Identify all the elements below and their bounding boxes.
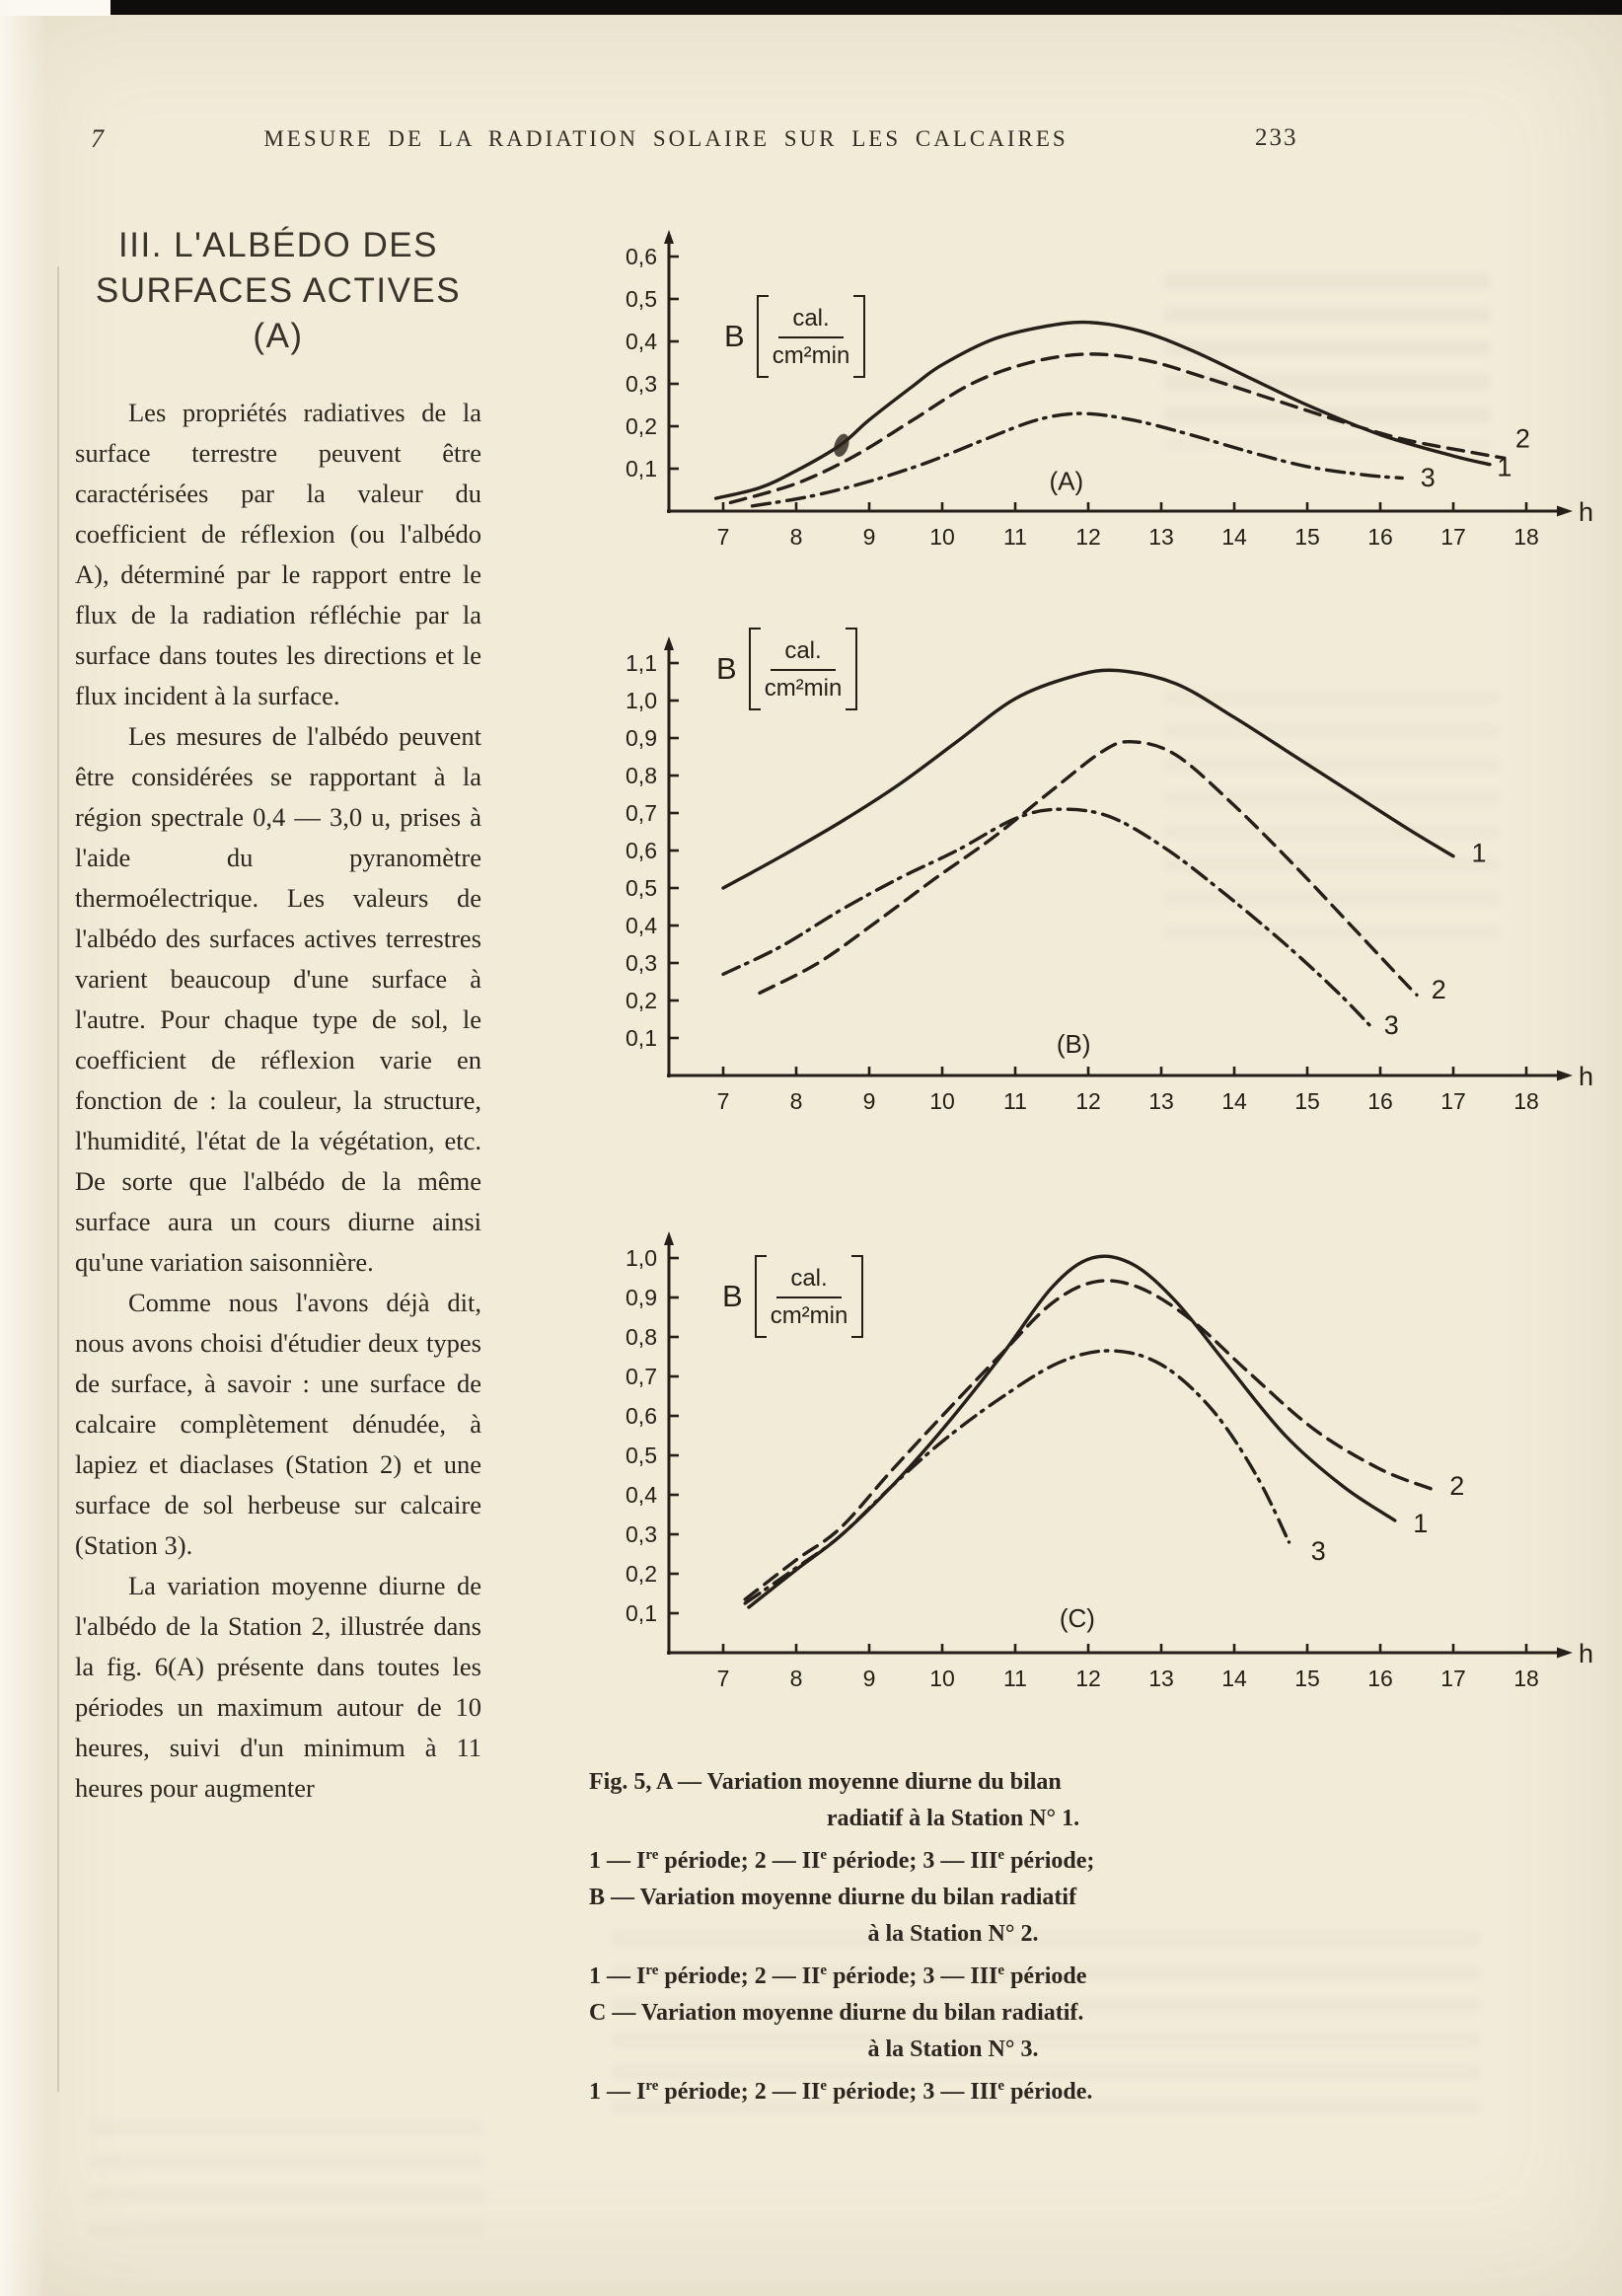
chart-C-curve-label-1: 1 <box>1413 1509 1429 1538</box>
paragraph: Les propriétés radiatives de la surface terrestre peuvent être caractérisées par la valeur du coefficient de réflexion (ou l'albédo A), déterminé par le rapport entre le flux de la radiation réfléchie par la surface dans toutes les directions et le flux incident à la surface. <box>75 398 481 710</box>
y-tick-label: 0,3 <box>626 1521 657 1547</box>
x-axis-label: h <box>1579 497 1594 527</box>
x-tick-label: 18 <box>1513 1666 1539 1691</box>
unit-numerator: cal. <box>776 1262 841 1298</box>
x-tick-label: 18 <box>1513 524 1539 550</box>
y-tick-label: 0,1 <box>626 1600 657 1626</box>
y-tick-label: 0,4 <box>626 1482 657 1508</box>
x-tick-label: 16 <box>1367 1666 1393 1691</box>
x-tick-label: 14 <box>1221 524 1247 550</box>
figure-caption <box>589 1764 1317 2111</box>
bilan-symbol: B <box>716 651 737 686</box>
y-tick-label: 0,6 <box>626 1403 657 1429</box>
x-tick-label: 16 <box>1367 1088 1393 1114</box>
x-tick-label: 17 <box>1440 1088 1466 1114</box>
caption-line: radiatif à la Station N° 1. <box>826 1806 1080 1831</box>
y-tick-label: 0,1 <box>626 1025 657 1051</box>
x-tick-label: 9 <box>862 1088 876 1114</box>
y-tick-label: 0,8 <box>626 763 657 788</box>
caption-line: 1 — Ire période; 2 — IIe période; 3 — IIIe période. <box>589 2078 1093 2105</box>
caption-line: B — Variation moyenne diurne du bilan radiatif <box>589 1885 1077 1910</box>
y-tick-label: 0,7 <box>626 800 657 826</box>
page-number: 233 <box>1255 124 1298 151</box>
caption-line: à la Station N° 3. <box>867 2037 1039 2062</box>
paragraph: La variation moyenne diurne de l'albédo de la Station 2, illustrée dans la fig. 6(A) présente dans toutes les périodes un maximum autour de 10 heures, suivi d'un minimum à 11 heures pour augmenter <box>75 1571 481 1803</box>
figure-panel-C <box>580 1176 1616 1746</box>
bleedthrough-ghost <box>89 2121 483 2240</box>
x-tick-label: 9 <box>862 1666 876 1691</box>
x-tick-label: 11 <box>1003 524 1027 550</box>
x-tick-label: 13 <box>1148 1666 1174 1691</box>
caption-line: 1 — Ire période; 2 — IIe période; 3 — IIIe période; <box>589 1847 1095 1874</box>
bilan-symbol: B <box>724 319 745 353</box>
chart-C-curve-label-2: 2 <box>1449 1471 1465 1501</box>
section-title <box>75 223 481 359</box>
y-tick-label: 0,5 <box>626 1443 657 1468</box>
x-axis-label: h <box>1579 1062 1594 1091</box>
x-tick-label: 13 <box>1148 524 1174 550</box>
x-tick-label: 11 <box>1003 1666 1027 1691</box>
x-tick-label: 15 <box>1294 1666 1320 1691</box>
x-tick-label: 8 <box>789 1666 803 1691</box>
left-bracket-glyph <box>755 1255 767 1338</box>
unit-numerator: cal. <box>771 634 835 671</box>
y-tick-label: 0,6 <box>626 244 657 269</box>
y-axis-unit-label <box>716 628 857 710</box>
chart-A-curve-label-1: 1 <box>1497 452 1512 482</box>
unit-fraction <box>765 634 843 704</box>
caption-line: 1 — Ire période; 2 — IIe période; 3 — IIIe période <box>589 1963 1087 1989</box>
text-column <box>75 223 481 1809</box>
x-axis-arrow <box>1557 1648 1573 1659</box>
x-tick-label: 14 <box>1221 1666 1247 1691</box>
chart-A-curve-label-2: 2 <box>1514 423 1530 454</box>
y-tick-label: 0,5 <box>626 286 657 312</box>
unit-denominator: cm²min <box>764 675 843 702</box>
paragraph: Comme nous l'avons déjà dit, nous avons choisi d'étudier deux types de surface, à savoir : une surface de calcaire complètement dénudée, à lapiez et diaclases (Station 2) et une surface de sol herbeuse sur calcaire (Station 3). <box>75 1288 481 1560</box>
unit-fraction <box>771 1262 848 1331</box>
chart-C-curve-periode-3 <box>745 1351 1289 1603</box>
y-tick-label: 1,0 <box>626 1245 657 1271</box>
margin-rule-line <box>57 266 59 2092</box>
figure-panel-B <box>580 592 1616 1169</box>
y-tick-label: 0,6 <box>626 838 657 863</box>
y-axis-arrow <box>664 636 674 650</box>
panel-label-A: (A) <box>1049 466 1084 496</box>
x-tick-label: 12 <box>1075 1088 1101 1114</box>
chart-B-curve-label-1: 1 <box>1471 838 1487 868</box>
paragraph: Les mesures de l'albédo peuvent être considérées se rapportant à la région spectrale 0,4 — 3,0 u, prises à l'aide du pyranomètre thermoélectrique. Les valeurs de l'albédo des surfaces actives terrestres varient beaucoup d'une surface à l'autre. Pour chaque type de sol, le coefficient de réflexion varie en fonction de : la couleur, la structure, l'humidité, l'état de la végétation, etc. De sorte que l'albédo de la même surface aura un cours diurne ainsi qu'une variation saisonnière. <box>75 721 481 1277</box>
x-tick-label: 12 <box>1075 524 1101 550</box>
chart-A-svg <box>580 210 1616 600</box>
x-tick-label: 7 <box>716 524 730 550</box>
x-tick-label: 11 <box>1003 1088 1027 1114</box>
caption-line: à la Station N° 2. <box>867 1921 1039 1947</box>
right-bracket-glyph <box>853 295 865 378</box>
y-tick-label: 0,8 <box>626 1324 657 1350</box>
y-axis-unit-label <box>724 295 865 378</box>
x-tick-label: 15 <box>1294 1088 1320 1114</box>
y-tick-label: 1,0 <box>626 688 657 713</box>
left-bracket-glyph <box>749 628 761 710</box>
chart-C-curve-label-3: 3 <box>1310 1536 1326 1566</box>
y-tick-label: 0,2 <box>626 413 657 439</box>
bilan-symbol: B <box>722 1279 743 1313</box>
ink-blot <box>832 432 852 459</box>
x-tick-label: 18 <box>1513 1088 1539 1114</box>
y-tick-label: 0,5 <box>626 875 657 901</box>
chart-B-curve-label-3: 3 <box>1383 1010 1399 1041</box>
y-tick-label: 0,2 <box>626 1561 657 1587</box>
running-head-title: MESURE DE LA RADIATION SOLAIRE SUR LES CALCAIRES <box>263 126 1069 151</box>
scan-top-bar <box>111 0 1622 15</box>
x-axis-label: h <box>1579 1639 1594 1668</box>
y-tick-label: 0,9 <box>626 725 657 751</box>
x-tick-label: 7 <box>716 1088 730 1114</box>
caption-line: Fig. 5, A — Variation moyenne diurne du bilan <box>589 1769 1062 1795</box>
x-tick-label: 9 <box>862 524 876 550</box>
right-bracket-glyph <box>846 628 857 710</box>
x-tick-label: 8 <box>789 524 803 550</box>
figure-panel-A <box>580 210 1616 600</box>
unit-numerator: cal. <box>778 302 843 338</box>
y-tick-label: 0,2 <box>626 988 657 1013</box>
y-tick-label: 1,1 <box>626 650 657 676</box>
x-axis-arrow <box>1557 1071 1573 1081</box>
y-tick-label: 0,1 <box>626 456 657 481</box>
y-tick-label: 0,7 <box>626 1364 657 1389</box>
right-bracket-glyph <box>851 1255 863 1338</box>
x-tick-label: 16 <box>1367 524 1393 550</box>
left-bracket-glyph <box>757 295 769 378</box>
chart-B-curve-periode-2 <box>760 742 1417 996</box>
x-tick-label: 17 <box>1440 1666 1466 1691</box>
x-tick-label: 10 <box>929 524 955 550</box>
scan-left-edge <box>0 0 47 2296</box>
x-axis-arrow <box>1557 506 1573 517</box>
unit-denominator: cm²min <box>772 342 850 369</box>
panel-label-B: (B) <box>1056 1029 1091 1060</box>
y-tick-label: 0,3 <box>626 371 657 397</box>
panel-label-C: (C) <box>1059 1603 1095 1633</box>
chart-A-curve-label-3: 3 <box>1420 463 1436 493</box>
x-tick-label: 10 <box>929 1088 955 1114</box>
y-tick-label: 0,3 <box>626 950 657 976</box>
x-tick-label: 8 <box>789 1088 803 1114</box>
unit-denominator: cm²min <box>770 1302 848 1329</box>
x-tick-label: 10 <box>929 1666 955 1691</box>
x-tick-label: 7 <box>716 1666 730 1691</box>
x-tick-label: 13 <box>1148 1088 1174 1114</box>
section-title-line2: SURFACES ACTIVES (A) <box>95 271 462 355</box>
section-title-line1: III. L'ALBÉDO DES <box>118 226 438 264</box>
chart-B-curve-label-2: 2 <box>1431 975 1446 1005</box>
caption-line: C — Variation moyenne diurne du bilan radiatif. <box>589 2000 1084 2026</box>
y-axis-arrow <box>664 230 674 244</box>
signature-number: 7 <box>91 124 104 153</box>
unit-fraction <box>773 302 850 371</box>
x-tick-label: 12 <box>1075 1666 1101 1691</box>
x-tick-label: 15 <box>1294 524 1320 550</box>
y-tick-label: 0,9 <box>626 1285 657 1310</box>
x-tick-label: 14 <box>1221 1088 1247 1114</box>
y-axis-unit-label <box>722 1255 863 1338</box>
x-tick-label: 17 <box>1440 524 1466 550</box>
y-tick-label: 0,4 <box>626 329 657 354</box>
paragraphs <box>75 393 481 1809</box>
y-tick-label: 0,4 <box>626 913 657 938</box>
y-axis-arrow <box>664 1231 674 1245</box>
